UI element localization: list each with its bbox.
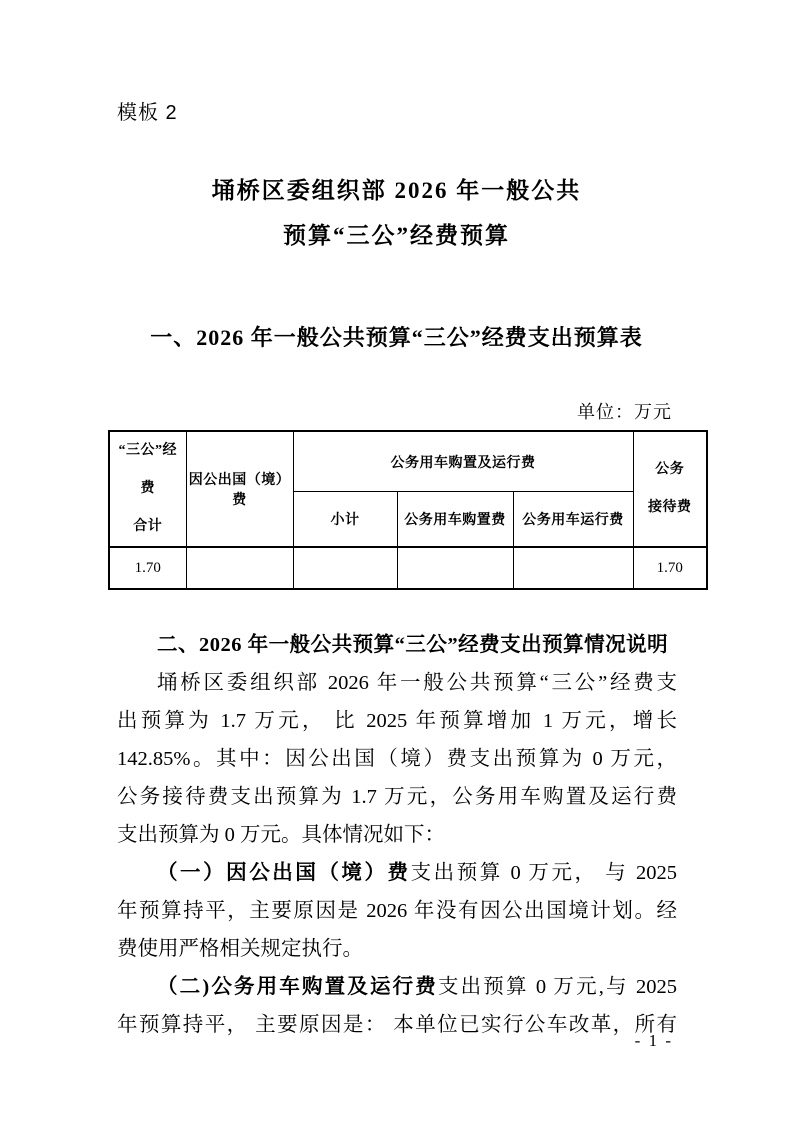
budget-table — [108, 430, 708, 590]
paragraph-line: 年预算持平， 主要原因是： 本单位已实行公车改革，所有 — [117, 1014, 677, 1036]
paragraph-line: 公务接待费支出预算为 1.7 万元，公务用车购置及运行费 — [117, 786, 677, 808]
unit-label: 单位：万元 — [577, 402, 672, 422]
paragraph-line: 埇桥区委组织部 2026 年一般公共预算“三公”经费支 — [157, 672, 677, 694]
table-data-row — [109, 547, 707, 589]
paragraph-line: 出预算为 1.7 万元， 比 2025 年预算增加 1 万元，增长 — [117, 710, 677, 732]
header-cell-reception — [633, 431, 707, 547]
document-title — [117, 168, 676, 258]
paragraph-line: 年预算持平，主要原因是 2026 年没有因公出国境计划。经 — [117, 900, 677, 922]
paragraph-line: 支出预算为 0 万元。具体情况如下： — [117, 824, 445, 846]
header-cell-abroad: 因公出国（境）费 — [186, 431, 293, 547]
paragraph-line: 费使用严格相关规定执行。 — [117, 938, 363, 960]
paragraph-lead-bold: （一）因公出国（境）费 — [157, 862, 411, 884]
paragraph-summary — [117, 664, 677, 854]
paragraph-line — [117, 968, 677, 1006]
cell-total-value: 1.70 — [109, 547, 186, 589]
template-label: 模板 2 — [117, 102, 178, 124]
section2-body — [117, 626, 677, 1044]
header-total-line1: “三公”经费 — [118, 443, 177, 496]
paragraph-lead-bold: （二)公务用车购置及运行费 — [157, 976, 438, 998]
paragraph-lead-rest: 支出预算 0 万元， 与 2025 — [410, 862, 678, 884]
section2-heading: 二、2026 年一般公共预算“三公”经费支出预算情况说明 — [157, 634, 669, 656]
cell-reception-value: 1.70 — [633, 547, 707, 589]
header-total-line2: 合计 — [133, 519, 163, 534]
header-cell-vehicle-group: 公务用车购置及运行费 — [293, 431, 633, 492]
header-cell-vehicle-subtotal: 小计 — [293, 492, 397, 547]
document-title-line2: 预算“三公”经费预算 — [283, 223, 510, 248]
paragraph-vehicle — [117, 968, 677, 1044]
paragraph-abroad — [117, 854, 677, 968]
cell-vehicle-purchase-value — [397, 547, 513, 589]
document-title-line1: 埇桥区委组织部 2026 年一般公共 — [211, 178, 582, 203]
header-cell-vehicle-purchase: 公务用车购置费 — [397, 492, 513, 547]
cell-vehicle-subtotal-value — [293, 547, 397, 589]
header-cell-total — [109, 431, 186, 547]
header-cell-vehicle-operation: 公务用车运行费 — [513, 492, 633, 547]
cell-vehicle-operation-value — [513, 547, 633, 589]
table-header-row-1 — [109, 431, 707, 492]
header-reception-line1: 公务 — [655, 462, 685, 477]
paragraph-lead-rest: 支出预算 0 万元,与 2025 — [437, 976, 678, 998]
section1-heading: 一、2026 年一般公共预算“三公”经费支出预算表 — [150, 325, 643, 350]
page-number: - 1 - — [634, 1031, 673, 1050]
paragraph-line: 142.85%。其中：因公出国（境）费支出预算为 0 万元， — [117, 748, 677, 770]
cell-abroad-value — [186, 547, 293, 589]
paragraph-line — [117, 854, 677, 892]
header-reception-line2: 接待费 — [648, 500, 692, 515]
